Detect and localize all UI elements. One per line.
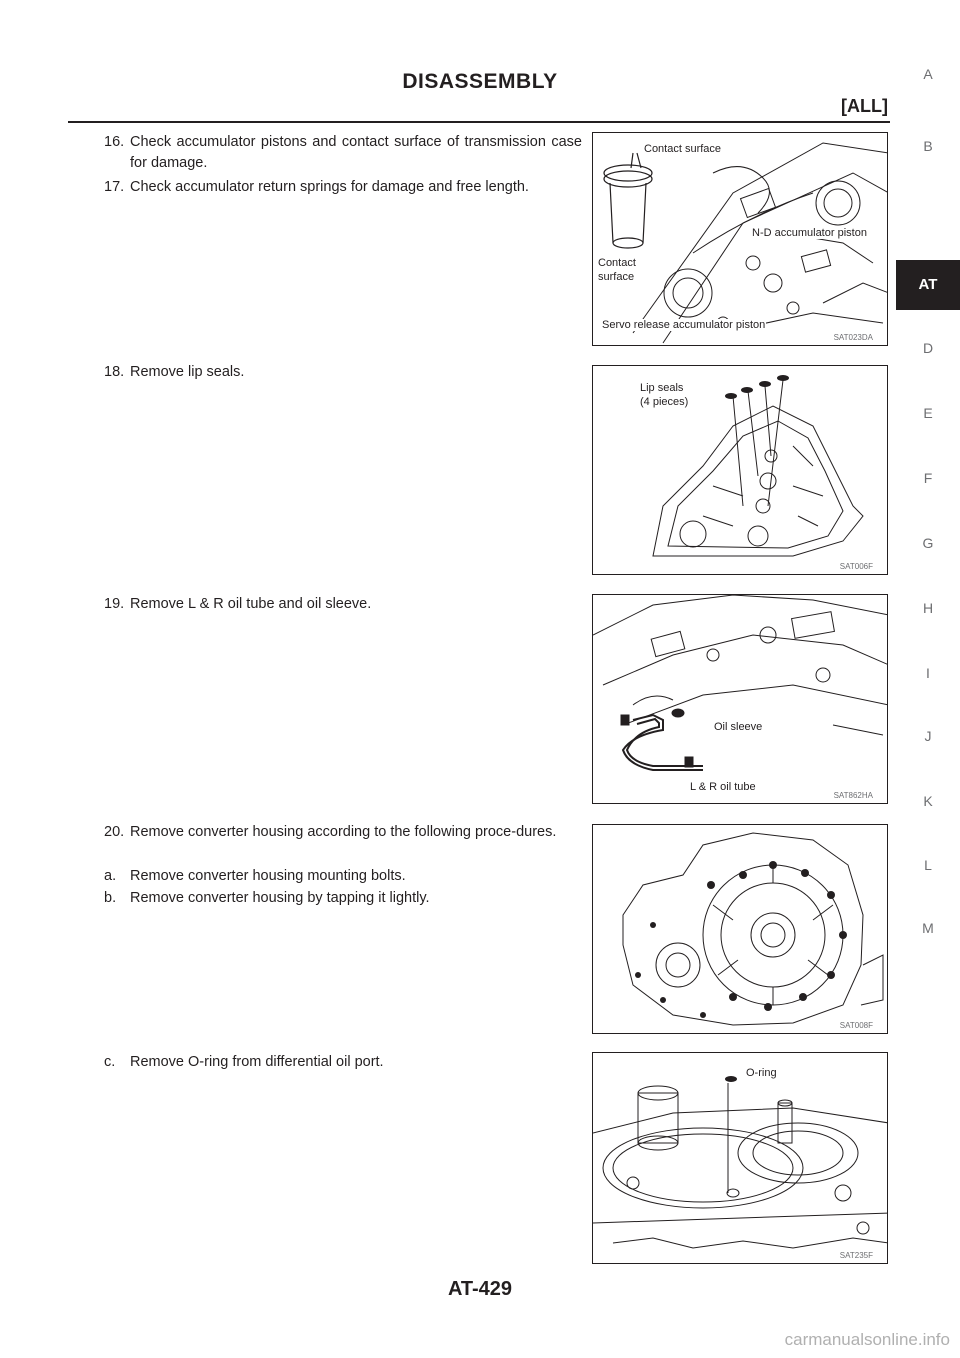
figure-code: SAT023DA [833,333,873,342]
label-oil-sleeve: Oil sleeve [714,721,763,733]
transmission-case-drawing [593,133,888,346]
figure-accumulator-pistons [592,132,888,346]
figure-converter-housing [592,824,888,1034]
figure-code: SAT235F [839,1251,873,1260]
tab-j[interactable]: J [924,728,932,744]
page-title: DISASSEMBLY [402,70,558,93]
tab-i[interactable]: I [926,665,930,681]
tab-h[interactable]: H [922,600,934,616]
figure-code: SAT008F [839,1021,873,1030]
step-number: b. [104,890,117,906]
label-contact-surface: Contact surface [644,143,722,155]
figure-code: SAT862HA [833,791,873,800]
label-lip-seals: Lip seals [640,382,684,394]
figure-oil-tube-sleeve [592,594,888,804]
step-text: Check accumulator pistons and contact surface of transmission case for damage. [130,134,582,171]
page-number: AT-429 [447,1278,513,1300]
step-20a [104,866,582,887]
label-four-pieces: (4 pieces) [640,396,689,408]
step-19 [104,594,582,615]
differential-drawing [593,1053,888,1264]
transmission-case-drawing [593,595,888,804]
transmission-case-drawing [593,366,888,575]
step-text: Remove converter housing mounting bolts. [130,868,406,884]
step-number: 17. [104,179,125,195]
step-text: Check accumulator return springs for damage and free length. [130,179,529,195]
step-17 [104,177,582,198]
tab-f[interactable]: F [923,470,933,486]
step-text: Remove O-ring from differential oil port. [130,1054,384,1070]
label-servo-release-accumulator-piston: Servo release accumulator piston [602,319,766,331]
label-surface: surface [598,271,635,283]
tab-at[interactable]: AT [896,260,960,310]
tab-d[interactable]: D [922,340,934,356]
label-o-ring: O-ring [746,1067,777,1079]
step-number: 16. [104,134,125,150]
tab-m[interactable]: M [922,920,934,936]
header-divider [68,121,890,123]
step-number: 18. [104,364,125,380]
step-text: Remove L & R oil tube and oil sleeve. [130,596,372,612]
tab-k[interactable]: K [923,793,933,809]
step-number: c. [104,1054,116,1070]
section-scope: [ALL] [841,96,888,116]
tab-a[interactable]: A [923,66,933,82]
step-text: Remove lip seals. [130,364,245,380]
step-16 [104,132,582,174]
step-20b [104,888,582,909]
step-number: 20. [104,824,125,840]
figure-o-ring [592,1052,888,1264]
tab-l[interactable]: L [924,857,932,873]
step-text: Remove converter housing by tapping it lightly. [130,890,430,906]
step-20c [104,1052,582,1073]
step-20 [104,822,582,843]
label-contact: Contact [598,257,636,269]
tab-e[interactable]: E [923,405,933,421]
step-text: Remove converter housing according to the following proce-dures. [130,824,557,840]
label-nd-accumulator-piston: N-D accumulator piston [752,227,867,239]
tab-b[interactable]: B [923,138,933,154]
step-number: a. [104,868,117,884]
tab-g[interactable]: G [922,535,934,551]
step-18 [104,362,582,383]
figure-lip-seals [592,365,888,575]
watermark: carmanualsonline.info [784,1330,950,1349]
step-number: 19. [104,596,125,612]
label-lr-oil-tube: L & R oil tube [690,781,756,793]
converter-housing-drawing [593,825,888,1034]
figure-code: SAT006F [839,562,873,571]
